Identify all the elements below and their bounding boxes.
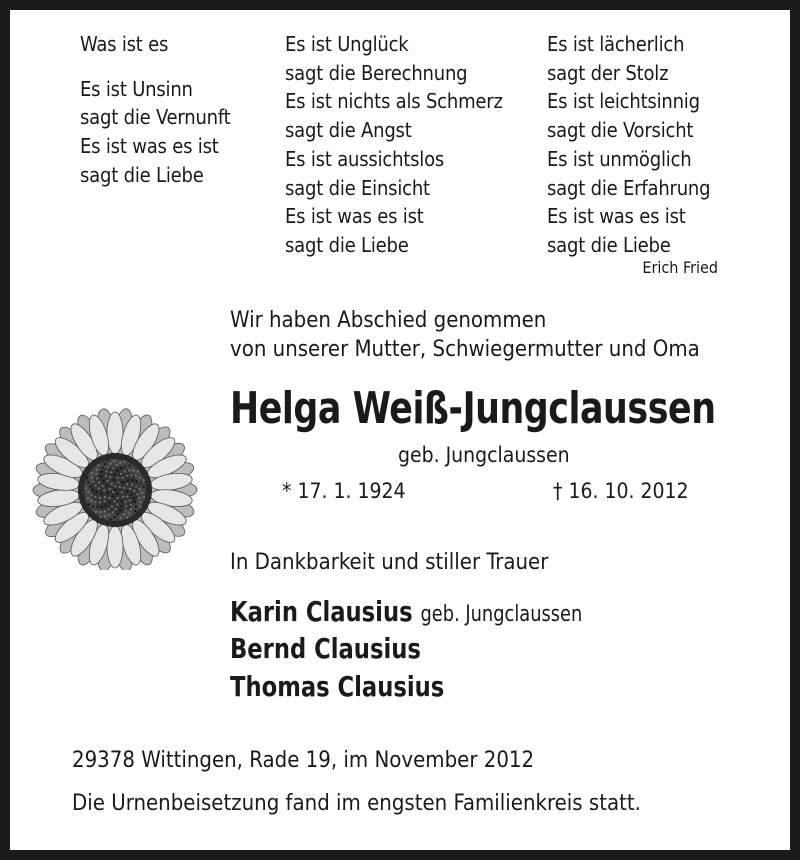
poem-line: sagt die Vernunft [80,105,231,130]
poem-line: sagt die Erfahrung [547,175,711,200]
burial-note: Die Urnenbeisetzung fand im engsten Familienkreis statt. [72,791,641,816]
poem-column-3 [547,30,710,260]
poem-line: Es ist was es ist [547,204,686,229]
mourner-name: Thomas Clausius [230,670,445,703]
mourner-name: Bernd Clausius [230,632,421,665]
poem-line: sagt die Angst [285,118,412,143]
poem-line: Es ist unmöglich [547,146,692,171]
mourner-name [230,595,582,628]
poem-line: Es ist was es ist [285,204,424,229]
poem-line: sagt die Liebe [285,232,409,257]
intro-line: von unserer Mutter, Schwiegermutter und Oma [230,337,700,362]
poem-author: Erich Fried [642,258,718,277]
poem-line: sagt die Vorsicht [547,118,694,143]
poem-line: Es ist nichts als Schmerz [285,89,503,114]
poem-column-1 [80,30,231,190]
poem-line: Was ist es [80,32,169,56]
mourning-statement: In Dankbarkeit und stiller Trauer [230,550,549,575]
poem-line: Es ist Unsinn [80,76,193,101]
poem-line: sagt die Berechnung [285,60,468,85]
poem-line: Es ist leichtsinnig [547,89,700,114]
poem-line: sagt die Liebe [547,232,671,257]
birth-date: * 17. 1. 1924 [282,479,406,503]
mourner-birth-name: geb. Jungclaussen [420,602,583,627]
deceased-name: Helga Weiß-Jungclaussen [230,383,716,434]
intro-line: Wir haben Abschied genommen [230,308,547,333]
address-line: 29378 Wittingen, Rade 19, im November 2012 [72,748,535,773]
poem-line: sagt der Stolz [547,60,669,85]
death-date: † 16. 10. 2012 [553,479,689,503]
birth-name: geb. Jungclaussen [398,443,570,467]
poem-line: Es ist Unglück [285,32,409,56]
poem-line: Es ist aussichtslos [285,146,445,171]
sunflower-icon [27,406,203,570]
poem-line: Es ist lächerlich [547,32,685,56]
poem-column-2 [285,30,503,260]
obituary-notice [10,10,790,850]
mourner-full-name: Karin Clausius [230,595,413,628]
poem-line: Es ist was es ist [80,134,219,159]
intro-text [230,306,700,364]
poem-line: sagt die Einsicht [285,175,430,200]
stanza-gap [80,59,231,75]
poem-line: sagt die Liebe [80,162,204,187]
